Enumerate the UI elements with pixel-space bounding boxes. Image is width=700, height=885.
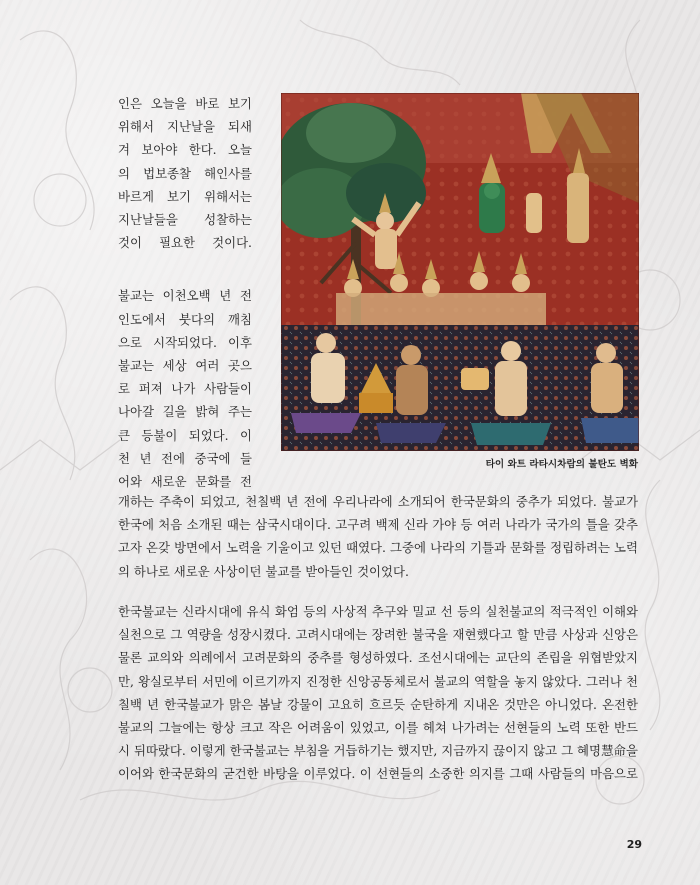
text-line: 로 퍼져 나가 사람들이 bbox=[118, 381, 252, 397]
text-line: 만, 왕실로부터 서민에 이르기까지 진정한 신앙공동체로서 불교의 역할을 놓지 않았다. 그러나 천 bbox=[118, 673, 638, 689]
mural-illustration bbox=[281, 93, 639, 451]
column-paragraph-1 bbox=[118, 92, 252, 254]
text-line: 겨 보아야 한다. 오늘 bbox=[118, 142, 252, 158]
text-line: 위해서 지난날을 되새 bbox=[118, 119, 252, 135]
text-line: 바르게 보기 위해서는 bbox=[118, 188, 252, 204]
text-line: 이어와 한국문화의 굳건한 바탕을 이루었다. 이 선현들의 소중한 의지를 그때 사람들의 마음으로 bbox=[118, 766, 638, 782]
text-line: 의 하나로 새로운 사상이던 불교를 받아들인 것이었다. bbox=[118, 563, 409, 579]
text-line: 물론 교의와 의례에서 고려문화의 중추를 형성하였다. 조선시대에는 교단의 존립을 위협받았지 bbox=[118, 650, 638, 666]
text-line: 개하는 주축이 되었고, 천칠백 년 전에 우리나라에 소개되어 한국문화의 중추가 되었다. 불교가 bbox=[118, 494, 638, 509]
text-line: 나아갈 길을 밝혀 주는 bbox=[118, 404, 252, 420]
text-line: 으로 시작되었다. 이후 bbox=[118, 334, 252, 350]
text-line: 큰 등불이 되었다. 이 bbox=[118, 427, 252, 443]
text-line: 칠백 년 한국불교가 맑은 봄날 강물이 고요히 흐르듯 순탄하게 지내온 것만은 아니었다. 온전한 bbox=[118, 696, 638, 712]
text-line: 지난날들을 성찰하는 bbox=[118, 212, 252, 228]
wide-paragraph-1 bbox=[118, 490, 638, 583]
left-column-text bbox=[118, 92, 252, 493]
text-line: 실천으로 그 역량을 성장시켰다. 고려시대에는 장려한 불국을 재현했다고 할 만큼 사상과 신앙은 bbox=[118, 627, 638, 643]
text-line: 천 년 전에 중국에 들 bbox=[118, 450, 252, 466]
figure-caption: 타이 와트 라타시차람의 불탄도 벽화 bbox=[485, 459, 638, 470]
text-line: 인은 오늘을 바로 보기 bbox=[118, 96, 252, 111]
text-line: 인도에서 붓다의 깨침 bbox=[118, 311, 252, 327]
text-line: 시 뒤따랐다. 이렇게 한국불교는 부침을 거듭하기는 했지만, 지금까지 끊이지 않고 그 혜명慧命을 bbox=[118, 743, 638, 759]
text-line: 어와 새로운 문화를 전 bbox=[118, 474, 252, 490]
text-line: 불교의 그늘에는 항상 크고 작은 어려움이 있었고, 이를 헤쳐 나가려는 선현들의 노력 또한 반드 bbox=[118, 720, 638, 736]
text-line: 것이 필요한 것이다. bbox=[118, 235, 252, 251]
text-line: 한국에 처음 소개된 때는 삼국시대이다. 고구려 백제 신라 가야 등 여러 나라가 국가의 틀을 갖추 bbox=[118, 517, 638, 533]
wide-paragraph-2 bbox=[118, 600, 638, 786]
mural-painting bbox=[281, 93, 639, 451]
page-number: 29 bbox=[626, 838, 642, 851]
text-line: 한국불교는 신라시대에 유식 화엄 등의 사상적 추구와 밀교 선 등의 실천불교의 적극적인 이해와 bbox=[118, 604, 638, 619]
text-line: 고자 온갖 방면에서 노력을 기울이고 있던 때였다. 그중에 나라의 기틀과 문화를 정립하려는 노력 bbox=[118, 540, 638, 556]
text-line: 불교는 이천오백 년 전 bbox=[118, 288, 252, 304]
column-paragraph-2 bbox=[118, 284, 252, 493]
text-line: 불교는 세상 여러 곳으 bbox=[118, 358, 252, 374]
text-line: 의 법보종찰 해인사를 bbox=[118, 165, 252, 181]
